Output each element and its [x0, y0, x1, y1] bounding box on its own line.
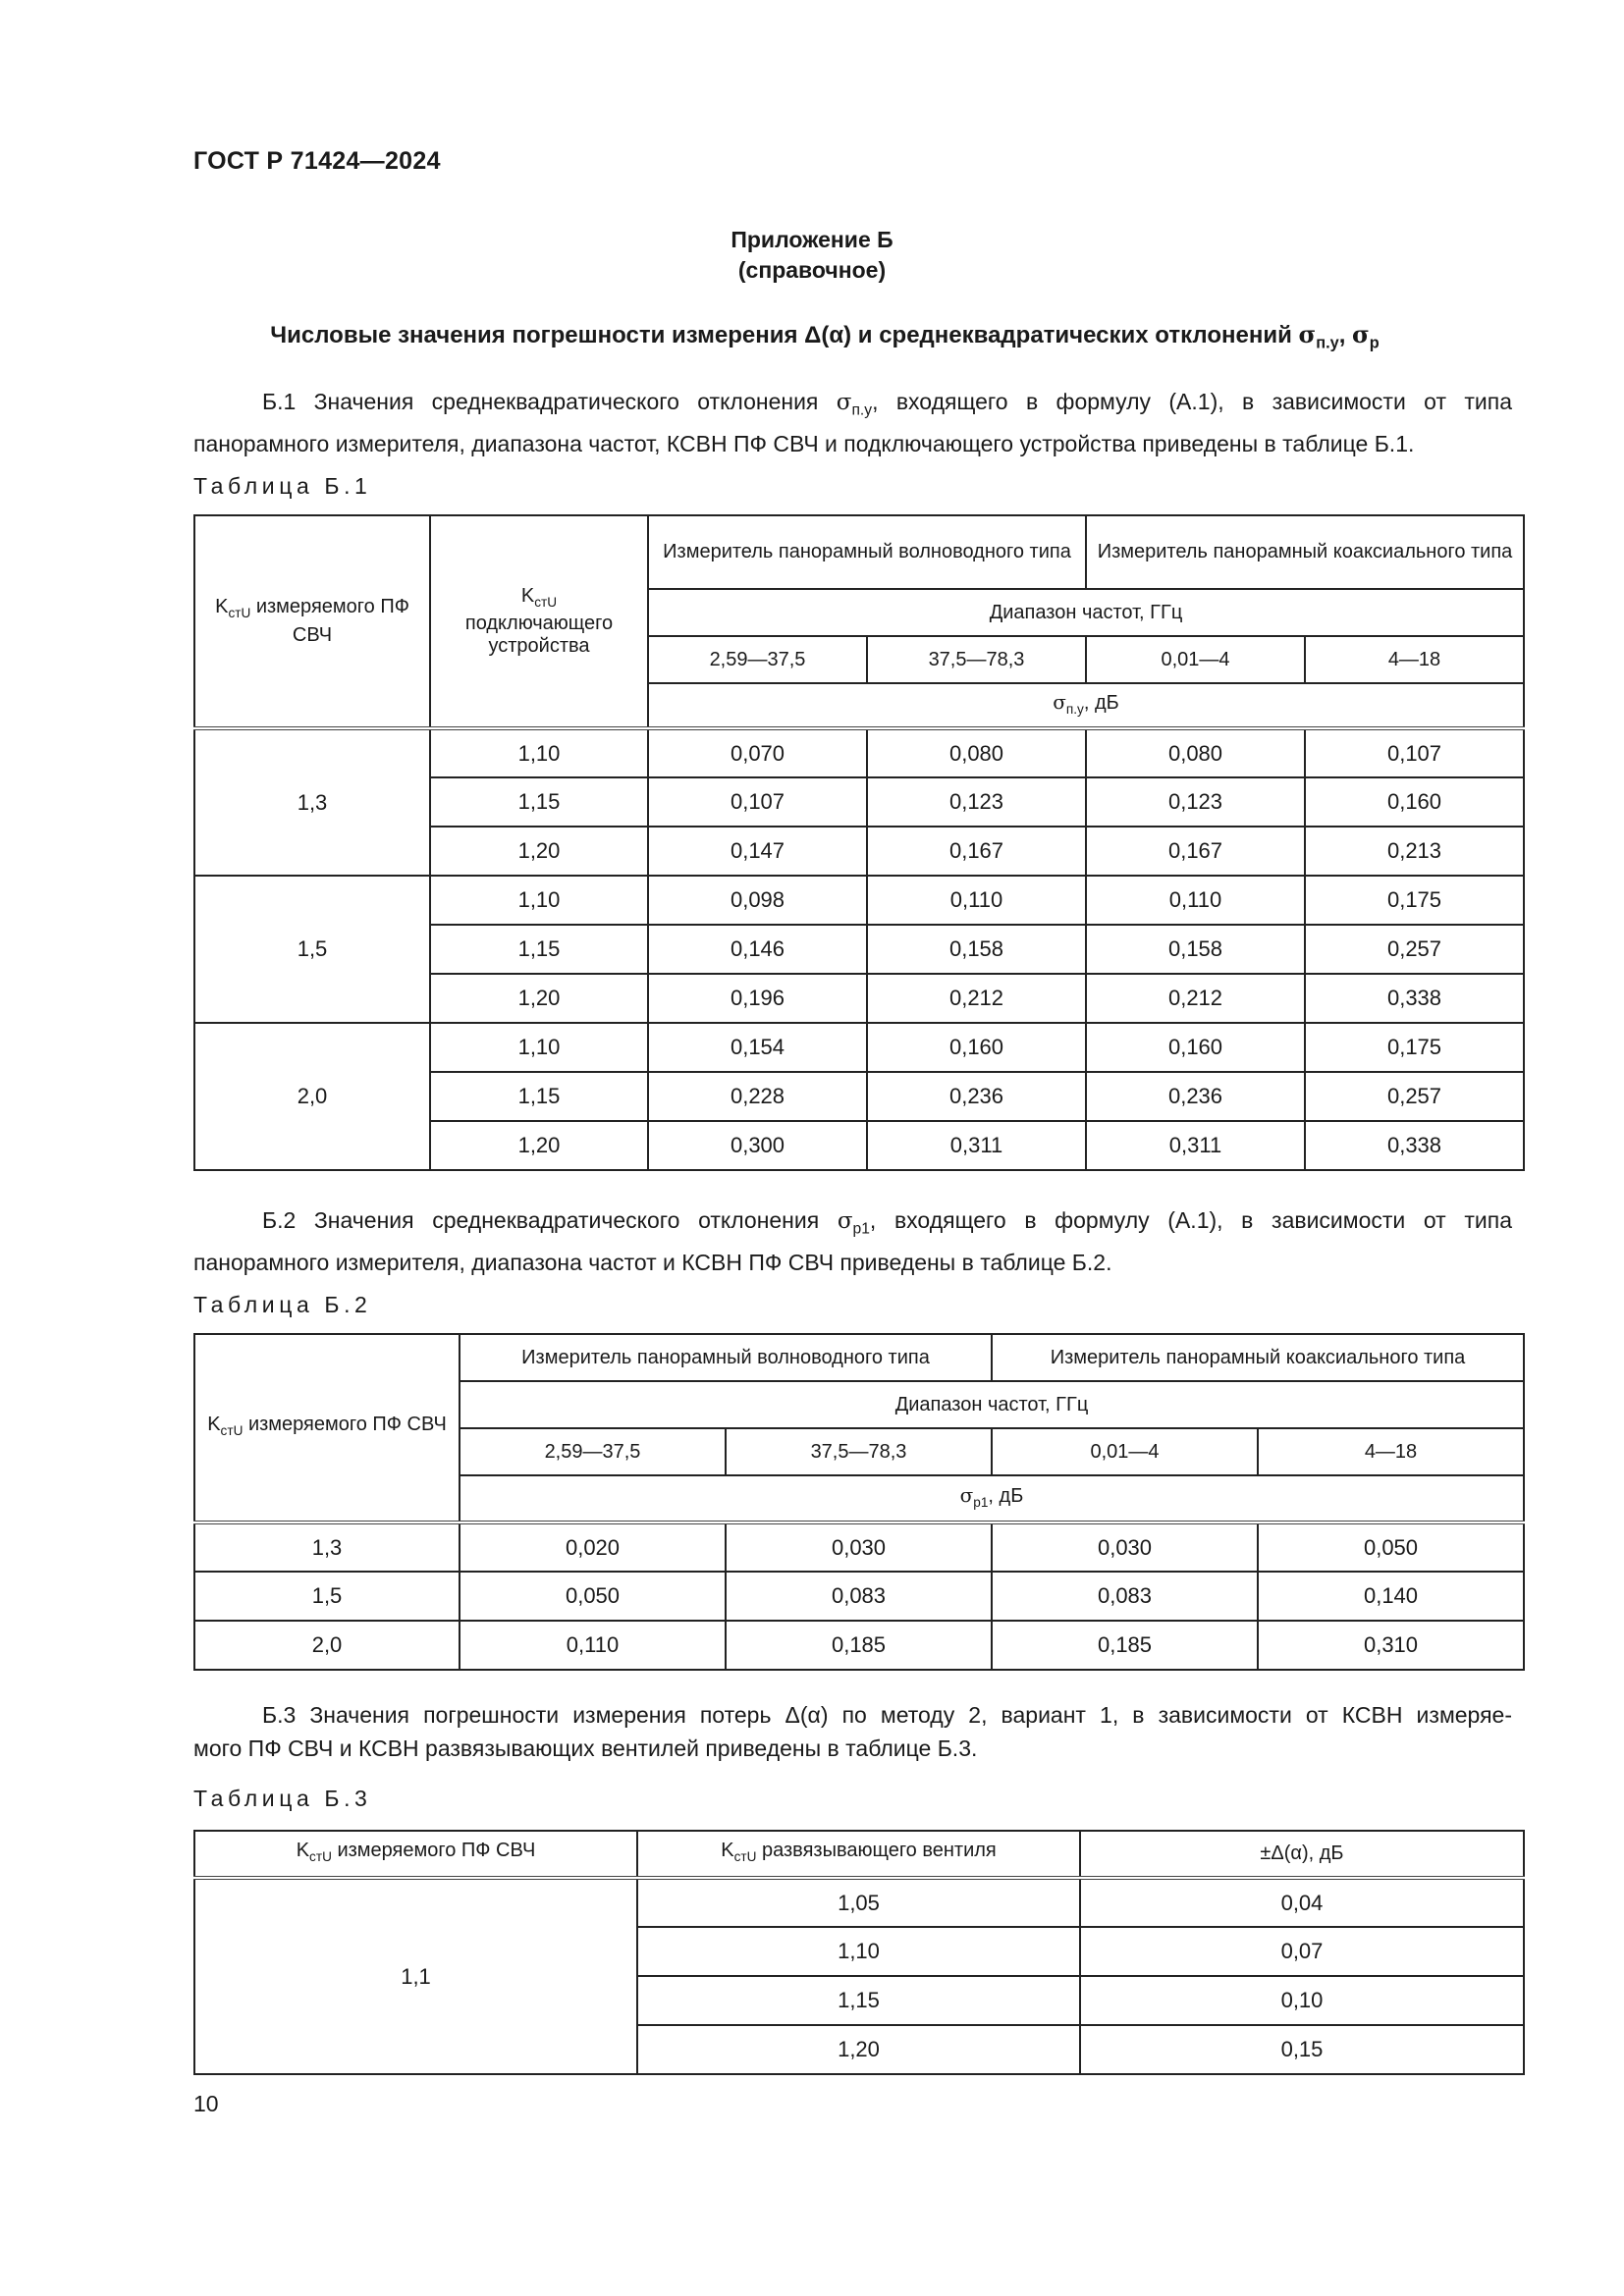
- t1-k-connecting-cell: 1,10: [430, 876, 648, 925]
- t1-unit: $\sigma_{п.у}$, дБ: [648, 683, 1524, 728]
- t1-value-cell: 0,300: [648, 1121, 867, 1170]
- paragraph-b3-line1: Б.3 Значения погрешности измерения потерь Δ(α) по методу 2, вариант 1, в зависимости от КСВН измеряе-: [262, 1702, 1512, 1728]
- t2-value-cell: 0,030: [992, 1522, 1258, 1572]
- t3-col-k-isolator: $K_{стU}$ развязывающего вентиля: [637, 1831, 1080, 1878]
- heading-sub-1: п.у: [1316, 334, 1339, 352]
- t2-value-cell: 0,110: [460, 1621, 726, 1670]
- standard-code: ГОСТ Р 71424—2024: [193, 147, 441, 175]
- heading-sub-2: р: [1369, 334, 1380, 352]
- heading-sep: ,: [1338, 322, 1353, 348]
- t1-value-cell: 0,080: [867, 728, 1086, 777]
- t2-range: 4—18: [1258, 1428, 1524, 1475]
- t1-value-cell: 0,123: [1086, 777, 1305, 827]
- t1-value-cell: 0,158: [1086, 925, 1305, 974]
- t2-range: 0,01—4: [992, 1428, 1258, 1475]
- t1-range: 37,5—78,3: [867, 636, 1086, 683]
- t2-k-measured-cell: 1,3: [194, 1522, 460, 1572]
- page-number: 10: [193, 2091, 219, 2116]
- t1-value-cell: 0,070: [648, 728, 867, 777]
- t1-value-cell: 0,160: [1086, 1023, 1305, 1072]
- t2-unit: $\sigma_{р1}$, дБ: [460, 1475, 1524, 1522]
- heading-text: Числовые значения погрешности измерения Δ(α) и среднеквадратических отклонений: [270, 322, 1299, 348]
- t3-col-delta: ±Δ(α), дБ: [1080, 1831, 1524, 1878]
- t1-value-cell: 0,110: [1086, 876, 1305, 925]
- t2-value-cell: 0,310: [1258, 1621, 1524, 1670]
- t1-value-cell: 0,107: [1305, 728, 1524, 777]
- t1-group-coaxial: Измеритель панорамный коаксиального типа: [1086, 515, 1524, 589]
- t3-delta-cell: 0,04: [1080, 1878, 1524, 1927]
- t2-value-cell: 0,050: [1258, 1522, 1524, 1572]
- t2-range-label: Диапазон частот, ГГц: [460, 1381, 1524, 1428]
- t1-k-measured-cell: 1,3: [194, 728, 430, 876]
- t1-value-cell: 0,107: [648, 777, 867, 827]
- t2-k-measured-cell: 1,5: [194, 1572, 460, 1621]
- t1-value-cell: 0,158: [867, 925, 1086, 974]
- heading-sigma-1: σ: [1298, 320, 1317, 348]
- t1-value-cell: 0,080: [1086, 728, 1305, 777]
- t1-group-waveguide: Измеритель панорамный волноводного типа: [648, 515, 1086, 589]
- t2-col-k-measured: $K_{стU}$ измеряемого ПФ СВЧ: [194, 1334, 460, 1522]
- t2-range: 37,5—78,3: [726, 1428, 992, 1475]
- t1-k-connecting-cell: 1,15: [430, 777, 648, 827]
- t1-value-cell: 0,212: [1086, 974, 1305, 1023]
- table-row: [194, 1023, 1524, 1072]
- t1-value-cell: 0,338: [1305, 1121, 1524, 1170]
- t3-delta-cell: 0,15: [1080, 2025, 1524, 2074]
- t1-value-cell: 0,146: [648, 925, 867, 974]
- t1-value-cell: 0,213: [1305, 827, 1524, 876]
- t3-k-measured-cell: 1,1: [194, 1878, 637, 2074]
- t2-value-cell: 0,050: [460, 1572, 726, 1621]
- heading-sigma-2: σ: [1352, 320, 1370, 348]
- t1-value-cell: 0,338: [1305, 974, 1524, 1023]
- section-heading: [147, 320, 1502, 353]
- t1-value-cell: 0,160: [1305, 777, 1524, 827]
- t1-k-connecting-cell: 1,20: [430, 974, 648, 1023]
- t1-range-label: Диапазон частот, ГГц: [648, 589, 1524, 636]
- t1-value-cell: 0,236: [1086, 1072, 1305, 1121]
- t1-value-cell: 0,123: [867, 777, 1086, 827]
- t1-k-connecting-cell: 1,10: [430, 728, 648, 777]
- t2-value-cell: 0,083: [992, 1572, 1258, 1621]
- t1-k-connecting-cell: 1,20: [430, 827, 648, 876]
- t1-value-cell: 0,311: [867, 1121, 1086, 1170]
- table-row: [194, 728, 1524, 777]
- t3-k-isolator-cell: 1,10: [637, 1927, 1080, 1976]
- t1-value-cell: 0,236: [867, 1072, 1086, 1121]
- t1-value-cell: 0,257: [1305, 925, 1524, 974]
- appendix-title: Приложение Б: [731, 227, 893, 252]
- paragraph-b2: [193, 1203, 1512, 1279]
- t2-value-cell: 0,185: [992, 1621, 1258, 1670]
- table-b3-caption: Таблица Б.3: [193, 1786, 372, 1811]
- t1-range: 4—18: [1305, 636, 1524, 683]
- table-row: [194, 1522, 1524, 1572]
- t3-col-k-measured: $K_{стU}$ измеряемого ПФ СВЧ: [194, 1831, 637, 1878]
- t1-value-cell: 0,154: [648, 1023, 867, 1072]
- table-row: [194, 1621, 1524, 1670]
- t1-col-k-measured: $K_{стU}$ измеряемого ПФ СВЧ: [194, 515, 430, 728]
- paragraph-b3: [193, 1698, 1512, 1765]
- table-row: [194, 876, 1524, 925]
- t1-range: 0,01—4: [1086, 636, 1305, 683]
- t1-k-measured-cell: 1,5: [194, 876, 430, 1023]
- t1-k-connecting-cell: 1,15: [430, 925, 648, 974]
- t1-col-k-connecting: $K_{стU}$ подключающего устройства: [430, 515, 648, 728]
- paragraph-b1: [193, 385, 1512, 460]
- t1-value-cell: 0,160: [867, 1023, 1086, 1072]
- table-b2-caption: Таблица Б.2: [193, 1292, 372, 1317]
- t1-k-connecting-cell: 1,20: [430, 1121, 648, 1170]
- paragraph-b1-line1: Б.1 Значения среднеквадратического отклонения $\sigma_{п.у}$, входящего в формулу (А.1), в зависимости от типа: [262, 389, 1512, 419]
- t2-value-cell: 0,140: [1258, 1572, 1524, 1621]
- appendix-subtitle: (справочное): [737, 257, 887, 283]
- paragraph-b1-line2: панорамного измерителя, диапазона частот, КСВН ПФ СВЧ и подключающего устройства приведены в таблице Б.1.: [193, 431, 1415, 457]
- t1-value-cell: 0,175: [1305, 876, 1524, 925]
- t1-value-cell: 0,196: [648, 974, 867, 1023]
- t1-value-cell: 0,212: [867, 974, 1086, 1023]
- t2-k-measured-cell: 2,0: [194, 1621, 460, 1670]
- t2-range: 2,59—37,5: [460, 1428, 726, 1475]
- table-b1: [193, 514, 1525, 1171]
- t1-value-cell: 0,311: [1086, 1121, 1305, 1170]
- paragraph-b2-line1: Б.2 Значения среднеквадратического отклонения $\sigma_{р1}$, входящего в формулу (А.1), в зависимости от типа: [262, 1207, 1512, 1238]
- t1-value-cell: 0,167: [1086, 827, 1305, 876]
- t3-k-isolator-cell: 1,05: [637, 1878, 1080, 1927]
- t3-k-isolator-cell: 1,20: [637, 2025, 1080, 2074]
- t2-value-cell: 0,083: [726, 1572, 992, 1621]
- t1-value-cell: 0,257: [1305, 1072, 1524, 1121]
- table-row: [194, 1878, 1524, 1927]
- t1-value-cell: 0,098: [648, 876, 867, 925]
- t1-k-connecting-cell: 1,10: [430, 1023, 648, 1072]
- table-b2: [193, 1333, 1525, 1671]
- t1-k-connecting-cell: 1,15: [430, 1072, 648, 1121]
- t2-group-waveguide: Измеритель панорамный волноводного типа: [460, 1334, 992, 1381]
- t1-k-measured-cell: 2,0: [194, 1023, 430, 1170]
- t1-value-cell: 0,110: [867, 876, 1086, 925]
- table-b1-caption: Таблица Б.1: [193, 473, 372, 499]
- t1-value-cell: 0,167: [867, 827, 1086, 876]
- t1-value-cell: 0,175: [1305, 1023, 1524, 1072]
- paragraph-b3-line2: мого ПФ СВЧ и КСВН развязывающих вентилей приведены в таблице Б.3.: [193, 1735, 978, 1761]
- t2-value-cell: 0,185: [726, 1621, 992, 1670]
- table-row: [194, 1572, 1524, 1621]
- t2-group-coaxial: Измеритель панорамный коаксиального типа: [992, 1334, 1524, 1381]
- t2-value-cell: 0,030: [726, 1522, 992, 1572]
- paragraph-b2-line2: панорамного измерителя, диапазона частот и КСВН ПФ СВЧ приведены в таблице Б.2.: [193, 1250, 1112, 1276]
- t3-delta-cell: 0,10: [1080, 1976, 1524, 2025]
- t2-value-cell: 0,020: [460, 1522, 726, 1572]
- t1-range: 2,59—37,5: [648, 636, 867, 683]
- t3-k-isolator-cell: 1,15: [637, 1976, 1080, 2025]
- t3-delta-cell: 0,07: [1080, 1927, 1524, 1976]
- table-b3: [193, 1830, 1525, 2075]
- t1-value-cell: 0,147: [648, 827, 867, 876]
- t1-value-cell: 0,228: [648, 1072, 867, 1121]
